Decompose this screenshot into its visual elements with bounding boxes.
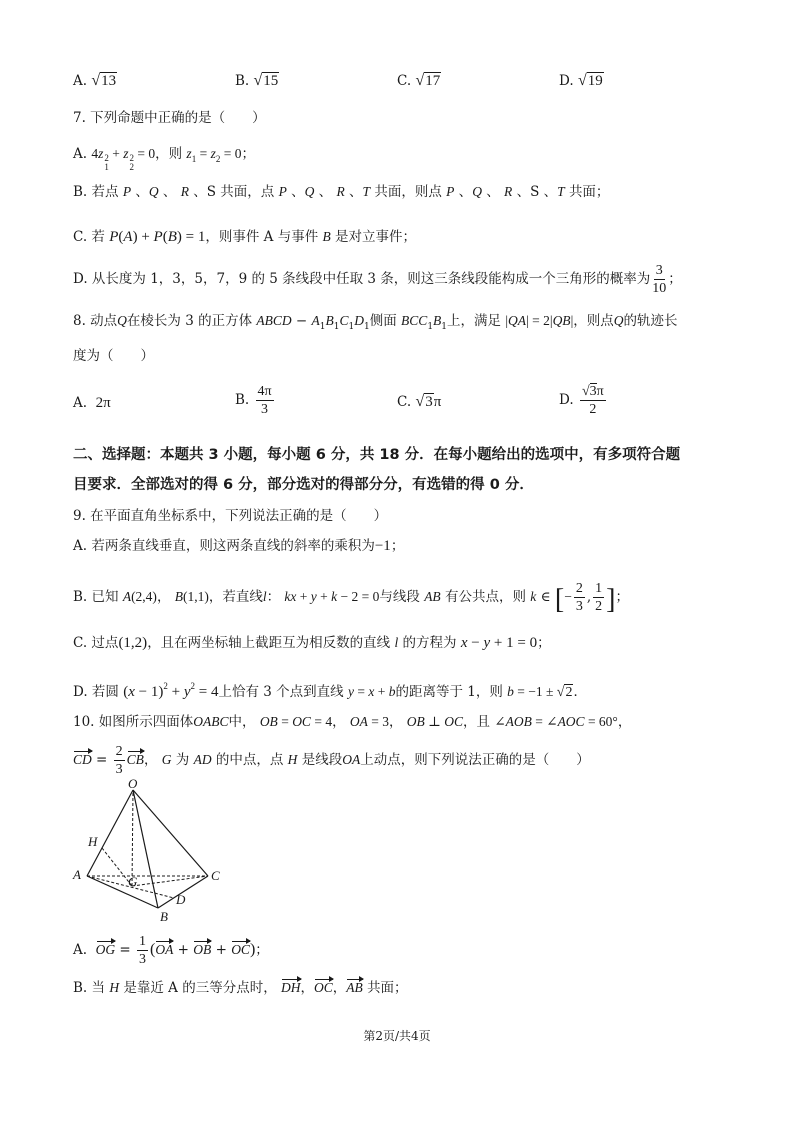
q10-option-b: B. 当 H 是靠近 A 的三等分点时， DH，OC，AB 共面； bbox=[73, 980, 408, 996]
q6-option-c bbox=[397, 72, 441, 90]
sqrt-expression: √17 bbox=[415, 72, 441, 89]
option-label: A. bbox=[73, 73, 88, 89]
q7-option-b: B. 若点 P 、Q 、 R 、S 共面，点 P 、Q 、 R 、T 共面，则点 P 、Q 、 R 、S 、T 共面； bbox=[73, 184, 610, 200]
q8-option-b: B. $\frac{4\pi}{3}$ bbox=[235, 384, 272, 417]
q9-option-b: B. 已知 A(2,4)， B(1,1)，若直线l： kx + y + k − 2 = 0与线段 AB 有公共点，则 k ∈ [− $\frac{2}{3}$ , $\frac{1}{2}$ ]； bbox=[73, 581, 629, 615]
option-label: D. bbox=[559, 73, 574, 89]
q8-option-a: A. 2π bbox=[73, 395, 111, 411]
q10-stem-line1: 10. 如图所示四面体OABC中， OB = OC = 4， OA = 3， OB ⊥ OC，且 ∠AOB = ∠AOC = 60°， bbox=[73, 714, 632, 730]
q9-option-c: C. 过点(1,2)，且在两坐标轴上截距互为相反数的直线 l 的方程为 x − y + 1 = 0； bbox=[73, 635, 551, 651]
sqrt-expression: √19 bbox=[577, 72, 603, 89]
label-H: H bbox=[88, 834, 98, 849]
label-A: A bbox=[73, 867, 81, 882]
q6-option-b bbox=[235, 72, 279, 90]
segment-OG bbox=[132, 790, 133, 886]
q8-option-c: C. √3π bbox=[397, 393, 442, 410]
q10-stem-line2: CD = $\frac{2}{3}$ CB， G 为 AD 的中点，点 H 是线段OA上动点，则下列说法正确的是（ ） bbox=[73, 744, 590, 777]
section-heading-line1: 二、选择题：本题共 3 小题，每小题 6 分，共 18 分．在每小题给出的选项中，有多项符合题 bbox=[73, 447, 681, 463]
label-G: G bbox=[128, 874, 138, 889]
tetrahedron-figure bbox=[70, 778, 240, 926]
label-O: O bbox=[128, 778, 138, 791]
q10-option-a: A. OG = $\frac{1}{3}$ (OA + OB + OC)； bbox=[73, 934, 269, 967]
label-C: C bbox=[211, 868, 220, 883]
section-heading-line2: 目要求．全部选对的得 6 分，部分选对的得部分分，有选错的得 0 分． bbox=[73, 477, 534, 493]
q8-option-d: D. $\frac{√3\pi}{2}$ bbox=[559, 384, 604, 417]
q7-option-d: D. 从长度为 1，3，5，7，9 的 5 条线段中任取 3 条，则这三条线段能构成一个三角形的概率为 $\frac{3}{10}$ ； bbox=[73, 263, 682, 296]
label-B: B bbox=[160, 909, 168, 924]
page-footer: 第2页/共4页 bbox=[363, 1029, 431, 1043]
q7-option-a: A. 4z 2 1 + z 2 2 = 0，则 $z_1 = z_2 = 0$； bbox=[73, 146, 255, 172]
q6-option-a bbox=[73, 72, 117, 90]
edge-OC bbox=[133, 790, 208, 876]
q8-stem-line2: 度为（ ） bbox=[73, 348, 154, 364]
option-label: C. bbox=[397, 73, 412, 89]
q7-stem: 7. 下列命题中正确的是（ ） bbox=[73, 110, 266, 126]
segment-GC bbox=[132, 876, 208, 886]
sqrt-expression: √15 bbox=[253, 72, 279, 89]
edge-OA bbox=[87, 790, 133, 876]
q8-stem-line1: 8. 动点Q在棱长为 3 的正方体 ABCD − $A_1B_1C_1D_1$侧面 $BCC_1B_1$上，满足 |QA| = 2|QB|，则点Q的轨迹长 bbox=[73, 313, 678, 332]
sqrt-expression: √13 bbox=[91, 72, 117, 89]
probability-fraction: $\frac{3}{10}$ bbox=[652, 263, 667, 296]
q9-option-a: A. 若两条直线垂直，则这两条直线的斜率的乘积为−1； bbox=[73, 538, 405, 554]
edge-AB bbox=[87, 876, 158, 908]
q6-option-d bbox=[559, 72, 604, 90]
q9-option-d: D. 若圆 $(x - 1)^2 + y^2 = 4$上恰有 3 个点到直线 y = x + b的距离等于 1，则 b = −1 ± √2． bbox=[73, 681, 587, 700]
label-D: D bbox=[176, 892, 186, 907]
q7-option-c: C. 若 P(A) + P(B) = 1，则事件 A 与事件 B 是对立事件； bbox=[73, 229, 417, 245]
option-label: B. bbox=[235, 73, 250, 89]
q9-stem: 9. 在平面直角坐标系中，下列说法正确的是（ ） bbox=[73, 508, 388, 524]
